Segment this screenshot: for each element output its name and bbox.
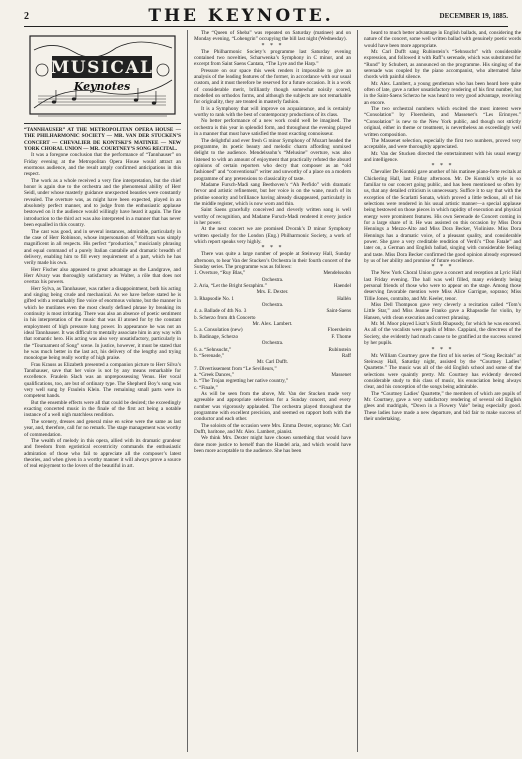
paragraph: At the next concert we are promised Dvorak’s D minor Symphony written specially for the London (Eng.) Philharmonic Society, a work of which report speaks very highly. — [194, 226, 351, 245]
paragraph: heard to much better advantage in English ballads, and, considering the nature of the concert, some well written ballad with genuinely poetic words would have been more appropriate. — [364, 30, 521, 49]
program-item-composer — [311, 385, 351, 391]
program-item-title: a. “Greek Dances,” — [194, 371, 235, 378]
paragraph: Herr Sylva, as Tannhauser, was rather a disappointment, both his acting and singing being crude and mechanical. As we have before stated he is gifted with a remarkably fine voice of enormous volume, but the manner in which he mutilates even the most clearly defined phrase by breaking its continuity is most irritating. There was also an absence of poetic sentiment in his interpretation of the music that was ill atoned for by the constant employment of high pressure lung power. In appearance he was not an ideal Tannhauser. It was difficult to mentally associate him in any way with that romantic hero. His acting was also very unsatisfactory, particularly in the “Tournament of Song” scene. In justice, however, it must be stated that he was much better in the last act, his delivery of the lengthy and trying monologue being really worthy of high praise. — [24, 285, 181, 362]
program-performer: Mrs. E. Dexter. — [256, 289, 289, 296]
program-item-title: c. “Finale,” — [194, 384, 218, 391]
program-performer: Orchestra. — [261, 340, 284, 347]
logo-illustration — [24, 30, 181, 123]
program-performer: Mr. Carl Dufft. — [256, 359, 289, 366]
paragraph: But the ensemble effects were all that could be desired; the exceedingly exacting concerted music in the finale of the first act being a notable instance of a well nigh matchless rendition. — [24, 399, 181, 419]
program-item — [194, 270, 351, 276]
program-performer: Orchestra. — [261, 302, 284, 309]
paragraph: Madame Fursch-Madi sang Beethoven’s “Ah Perfido” with dramatic fervor and artistic refinement, but her voice is on the wane, much of its pristine sonority and brilliance having already disappeared, particularly in the middle register, which is now worn and thin. — [194, 181, 351, 207]
paragraph: The delightful and ever fresh G minor Symphony of Mozart headed the programme, its poetic beauty and melodic charm affording unmixed delight to the audience. Mendelssohn’s “Melusine” overture, was also listened to with an amount of enjoyment that practically refuted the absurd opinions of certain reporters who decry that composer as an “old fashioned” and “conventional” writer and unworthy of a place on a modern programme of any pretensions to classicality of taste. — [194, 137, 351, 182]
program-item-title: b. Scherzo from 4th Concerto — [194, 314, 256, 321]
paragraph: It is a Symphony that will improve on acquaintance, and is certainly worthy to rank with the best of contemporary productions of its class. — [194, 105, 351, 119]
program-item-composer: Mendelssohn — [323, 270, 351, 277]
paragraph: The work as a whole received a very fine interpretation, but the chief honor is again due to the orchestra and the phenomenal ability of Herr Seidl, under whose masterly guidance unexpected beauties were constantly revealed. The overture was, as might have been expected, played in an absolutely perfect manner, and to judge from the enthusiastic applause bestowed on it the audience would willingly have heard it again. The fine introduction to the third act was also interpreted in a manner that has never been equalled in this country. — [24, 177, 181, 229]
section-divider: * * * — [431, 346, 454, 353]
paragraph: There was quite a large number of people at Steinway Hall, Sunday afternoon, to hear Van der Stucken’s Orchestra in their fourth concert of the Sunday series. The programme was as follows: — [194, 251, 351, 271]
paragraph: No better performance of a new work could well be imagined. The orchestra is this year in splendid form, and throughout the evening played in a manner that must have satisfied the most exacting connoisseur. — [194, 118, 351, 138]
program-item-title: 2. Aria, “Let the Bright Seraphim.” — [194, 283, 267, 290]
paragraph: Mr. M. Moor played Liszt’s Sixth Rhapsody, for which he was encored. As all of the vocalists were pupils of Mme. Cappiani, the directress of the Society, she evidently had much cause to be gratified at the success scored by her pupils. — [364, 321, 521, 347]
svg-text:Keynotes: Keynotes — [73, 80, 131, 93]
program-item-title: 5. a. Consolation (new) — [194, 327, 243, 334]
paragraph: The wealth of melody in this opera, allied with its dramatic grandeur and freedom from egotistical eccentricity commands the enthusiastic admiration of those who fail to appreciate all the composer’s latest theories, and when given in a worthy manner it will always prove a source of real enjoyment to the lovers of the beautiful in art. — [24, 437, 181, 470]
paragraph: It was a foregone conclusion that the performance of “Tannhauser” on Friday evening at the Metropolitan Opera House would attract an enormous audience, and the result amply confirmed anticipations in this respect. — [24, 152, 181, 178]
paragraph: The Philharmonic Society’s programme last Saturday evening contained two novelties, Scharwenka’s Symphony in C minor, and an excerpt from Saint Saens Cantata, “The Lyre and the Harp.” — [194, 48, 351, 68]
paragraph: The New York Choral Union gave a concert and reception at Lyric Hall last Friday evening. The hall was well filled, many evidently being personal friends of those who were to appear on the stage. Among those deserving favorable mention were Miss Alice Garrigue, soprano; Miss Tillie Jones, contralto, and Mr. Keeler, tenor. — [364, 270, 521, 302]
program-item-composer: Hallén — [337, 295, 351, 302]
section-divider: * * * — [261, 245, 284, 252]
program-item-composer: Massenet — [331, 371, 351, 378]
article-heading: “TANNHAUSER” AT THE METROPOLITAN OPERA HOUSE — THE PHILHARMONIC SOCIETY — MR. VAN DER STUCKEN’S CONCERT — CHEVALIER DE KONTSKI’S MATINEE — NEW YORK CHORAL UNION — MR. COURTNEY’S SONG RECITAL. — [24, 127, 181, 153]
paragraph: Mr. William Courtney gave the first of his series of “Song Recitals” at Steinway Hall, Saturday night, assisted by the “Courtney Ladies’ Quartette.” The music was all of the old English school and some of the selections were quaintly pretty. Mr. Courtney has evidently devoted considerable study to this class of music, his enunciation being always clear, and his conception of the songs being admirable. — [364, 352, 521, 391]
page-header — [24, 6, 508, 27]
paragraph: The two orchestral numbers which excited the most interest were “Consolation” by Floersheim, and Massenet’s “Les Erinnyes.” “Consolation” is new to the New York public, and though not strictly original, either in theme or treatment, is nevertheless an exceedingly well written composition. — [364, 106, 521, 138]
section-divider: * * * — [431, 264, 454, 271]
paragraph: The soloists of the occasion were Mrs. Emma Dexter, soprano; Mr. Carl Dufft, baritone, and Mr. Alex. Lambert, pianist. — [194, 422, 351, 435]
paragraph: The “Courtney Ladies’ Quartette,” the members of which are pupils of Mr. Courtney, gave a very satisfactory rendering of several old English glees and madrigals, “Down in a Flowery Vale” being especially good. These ladies have made a new departure, and bid fair to make success of their undertaking. — [364, 390, 521, 422]
program-item-composer: Haendel — [333, 283, 351, 290]
column-rule — [357, 30, 358, 752]
paragraph: We think Mrs. Dexter might have chosen something that would have done more justice to herself than the Handel aria, and which would have been more acceptable to the audience. She has been — [194, 435, 351, 454]
program-item-composer: F. Thome — [331, 333, 351, 340]
section-divider: * * * — [261, 42, 284, 49]
program-performer: Mr. Alex. Lambert. — [252, 321, 293, 328]
program-item-title: 4. a. Ballade of 4th No. 3 — [194, 308, 247, 315]
paragraph: As will be seen from the above, Mr. Van der Stucken made very agreeable and appropriate selections for a Sunday concert, and every number was vigorously applauded. The orchestra played throughout the programme with excellent precision, and seemed en rapport both with the conductor and each other. — [194, 390, 351, 423]
paragraph: Herr Fischer also appeared to great advantage as the Landgrave, and Herr Alvary was thoroughly satisfactory as Walter, a rôle that does not overtax his powers. — [24, 266, 181, 286]
program-performer: Orchestra. — [261, 276, 284, 283]
program-item-title: 1. Overture, “Ruy Blas,” — [194, 270, 246, 277]
paragraph: Mr. Van der Stucken directed the entertainment with his usual energy and intelligence. — [364, 150, 521, 163]
program-item-title: 3. Rhapsodie No. 1 — [194, 295, 234, 302]
issue-date: DECEMBER 19, 1885. — [439, 12, 508, 20]
program-item-composer: Rubinstein — [328, 346, 351, 353]
paragraph: The Massenet selection, especially the first two numbers, proved very acceptable, and were thoroughly appreciated. — [364, 137, 521, 151]
column-3 — [364, 30, 521, 752]
paragraph: Mr. Alex. Lambert, a young gentleman who has been heard here quite often of late, gave a rather unsatisfactory rendering of his first number, but in the Saint-Saens Scherzo he was heard to very good advantage, receiving an encore. — [364, 80, 521, 106]
paragraph: Chevalier De Kontski gave another of his matinee piano-forte recitals at Chickering Hall, last Friday afternoon. Mr. De Kontski’s style is so familiar to our concert going public, and has been mentioned so often by us, that any detailed criticism is unnecessary. Suffice it to say that with the exception of the Scarlatti Sonata, which proved a little tedious, all of his selections were rendered in his usual artistic manner—a special applause being bestowed on those pieces in which rapidity of execution and physical energy were prominent features. His own Serenade de Concert coming in for a large share of it. He was assisted on this occasion by Miss Dora Hennings a Mezzo-Alto and Miss Dora Becker, Violiniste. Miss Dora Hennings has a dramatic voice, of a pleasant quality, and considerable power. She gave a very creditable rendition of Verdi’s “Don Fatale” and later on, a German and English ballad, singing with considerable feeling and taste. Miss Dora Becker confirmed the good opinion already expressed by us of her ability and promise of future excellence. — [364, 169, 521, 265]
paragraph: Mr. Carl Dufft sang Rubinstein’s “Sehnsucht” with considerable expression, and followed it with Raff’s serenade, which was substituted for “Rund” by Schubert, as announced on the programme. His singing of the serenade was coupled by the piano accompanist, who alternated false chords with painful silence. — [364, 49, 521, 81]
paragraph: Miss Dell Thompson gave very cleverly a recitation called “Tom’s Little Star,” and Miss Jeanne Franko gave a Rhapsodie for violin, by Hansen, with clean execution and correct phrasing. — [364, 302, 521, 321]
paragraph: Frau Krauss as Elizabeth presented a companion picture to Herr Silva’s Tannhauser, save that her voice is not by any means remarkable for excellence. Fraulein Slach was an unprepossessing Venus. Her vocal qualifications, too, are but of ordinary type. The Shepherd Boy’s song was very well sung by Fraulein Klein. The remaining small parts were in competent hands. — [24, 361, 181, 400]
program-item-title: 7. Divertissement from “Le Sevilleurs,” — [194, 365, 277, 372]
program-item-title: b. Badinage, Scherzo — [194, 333, 239, 340]
section-divider: * * * — [431, 163, 454, 170]
paragraph: The “Queen of Sheba” was repeated on Saturday (matinee) and on Monday evening, “Lohengrin” occupying the bill last night (Wednesday). — [194, 30, 351, 43]
masthead-title: THE KEYNOTE. — [148, 6, 334, 26]
program-item-composer — [311, 315, 351, 321]
program-item-title: b. “Serenade,” — [194, 352, 225, 359]
program-item-composer: Saint-Saens — [326, 308, 351, 315]
page-number: 2 — [24, 10, 29, 22]
svg-text:MUSICAL: MUSICAL — [50, 58, 154, 78]
program-item-composer: Raff — [341, 352, 351, 359]
paragraph: Pressure on our space this week renders it impossible to give an analysis of the leading features of the former, in accordance with our usual custom, and it must therefore be reserved for a future occasion. It is a work of considerable merit, brilliantly though somewhat noisily scored, modelled on orthodox forms, and although the subjects are not remarkable for originality, they are treated in masterly fashion. — [194, 67, 351, 106]
column-rule — [187, 30, 188, 752]
paragraph: The scenery, dresses and general mise en scène were the same as last year, and, therefore, call for no remark. The stage management was worthy of commendation. — [24, 418, 181, 438]
musical-keynotes-logo — [24, 30, 181, 124]
program-item-title: 6. a. “Sehnsucht,” — [194, 346, 232, 353]
column-1 — [24, 30, 181, 752]
program-item-composer: Floersheim — [327, 327, 351, 334]
paragraph: Saint Saens gracefully conceived and cleverly written song is well worthy of recognition, and Madame Fursch-Madi rendered it every justice in her power. — [194, 207, 351, 226]
column-2 — [194, 30, 351, 752]
program-item-title: b. “The Trojan regretting her native country,” — [194, 378, 289, 385]
paragraph: The cast was good, and in several instances, admirable, particularly in the case of Herr Robinson, whose impersonation of Wolfram was simply magnificent in all respects. His perfect “production,” musicianly phrasing and equal command of a purely Italian cantabile and dramatic breadth of delivery, enabling him to fill every requirement of a part, which he has verily made his own. — [24, 228, 181, 267]
program-item — [194, 385, 351, 391]
